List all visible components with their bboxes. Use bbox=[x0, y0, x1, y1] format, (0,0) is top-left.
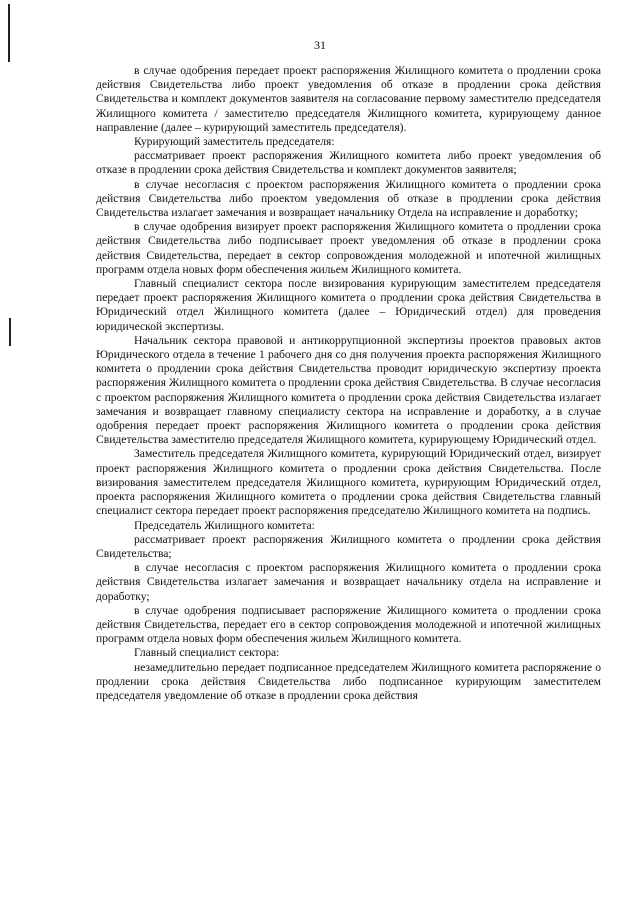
paragraph: незамедлительно передает подписанное председателем Жилищного комитета распоряжение о продлении срока действия Свидетельства либо подписанное курирующим заместителем председателя уведомление об отказе в продлении срока действия bbox=[96, 660, 601, 702]
paragraph: Начальник сектора правовой и антикоррупционной экспертизы проектов правовых актов Юридического отдела в течение 1 рабочего дня со дня получения проекта распоряжения Жилищного комитета о продлении срока действия Свидетельства проводит юридическую экспертизу проекта распоряжения Жилищного комитета о продлении срока действия Свидетельства. В случае несогласия с проектом распоряжения Жилищного комитета о продлении срока действия Свидетельства излагает замечания и возвращает главному специалисту сектора на исправление и доработку, а в случае одобрения передает проект распоряжения Жилищного комитета о продлении срока действия Свидетельства заместителю председателя Жилищного комитета, курирующему Юридический отдел. bbox=[96, 333, 601, 447]
paragraph: Курирующий заместитель председателя: bbox=[134, 135, 335, 149]
paragraph: в случае одобрения передает проект распоряжения Жилищного комитета о продлении срока действия Свидетельства либо проект уведомления об отказе в продлении срока действия Свидетельства и комплект документов заявителя на согласование первому заместителю председателя Жилищного комитета / заместителю председателя Жилищного комитета, курирующему данное направление (далее – курирующий заместитель председателя). bbox=[96, 64, 601, 134]
paragraph: в случае одобрения подписывает распоряжение Жилищного комитета о продлении срока действия Свидетельства, передает его в сектор сопровождения молодежной и ипотечной жилищных программ отдела новых форм обеспечения жильем Жилищного комитета. bbox=[96, 603, 601, 646]
paragraph: Заместитель председателя Жилищного комитета, курирующий Юридический отдел, визирует проект распоряжения Жилищного комитета о продлении срока действия Свидетельства. После визирования заместителем председателя Жилищного комитета, курирующим Юридический отдел, проекта распоряжения Жилищного комитета о продлении срока действия Свидетельства главный специалист сектора передает проект распоряжения председателю Жилищного комитета на подпись. bbox=[96, 447, 601, 518]
paragraph: Главный специалист сектора после визирования курирующим заместителем председателя передает проект распоряжения Жилищного комитета о продлении срока действия Свидетельства в Юридический отдел Жилищного комитета (далее – Юридический отдел) для проведения юридической экспертизы. bbox=[96, 277, 601, 333]
document-body bbox=[96, 64, 601, 703]
paragraph: Председатель Жилищного комитета: bbox=[134, 518, 315, 532]
paragraph: в случае несогласия с проектом распоряжения Жилищного комитета о продлении срока действия Свидетельства излагает замечания и возвращает начальнику отдела на исправление и доработку; bbox=[96, 561, 601, 603]
paragraph: в случае несогласия с проектом распоряжения Жилищного комитета о продлении срока действия Свидетельства либо проектом уведомления об отказе в продлении срока действия Свидетельства излагает замечания и возвращает начальнику Отдела на исправление и доработку; bbox=[96, 177, 601, 220]
paragraph: Главный специалист сектора: bbox=[134, 646, 280, 660]
page-number: 31 bbox=[314, 38, 326, 52]
scan-margin-mark-top bbox=[8, 4, 10, 62]
paragraph: рассматривает проект распоряжения Жилищного комитета о продлении срока действия Свидетельства; bbox=[96, 532, 601, 560]
paragraph: рассматривает проект распоряжения Жилищного комитета либо проект уведомления об отказе в продлении срока действия Свидетельства и комплект документов заявителя; bbox=[96, 149, 601, 177]
paragraph: в случае одобрения визирует проект распоряжения Жилищного комитета о продлении срока действия Свидетельства либо подписывает проект уведомления об отказе в продлении срока действия Свидетельства, передает в сектор сопровождения молодежной и ипотечной жилищных программ отдела новых форм обеспечения жильем Жилищного комитета. bbox=[96, 220, 601, 276]
scan-margin-mark-middle bbox=[9, 318, 11, 346]
